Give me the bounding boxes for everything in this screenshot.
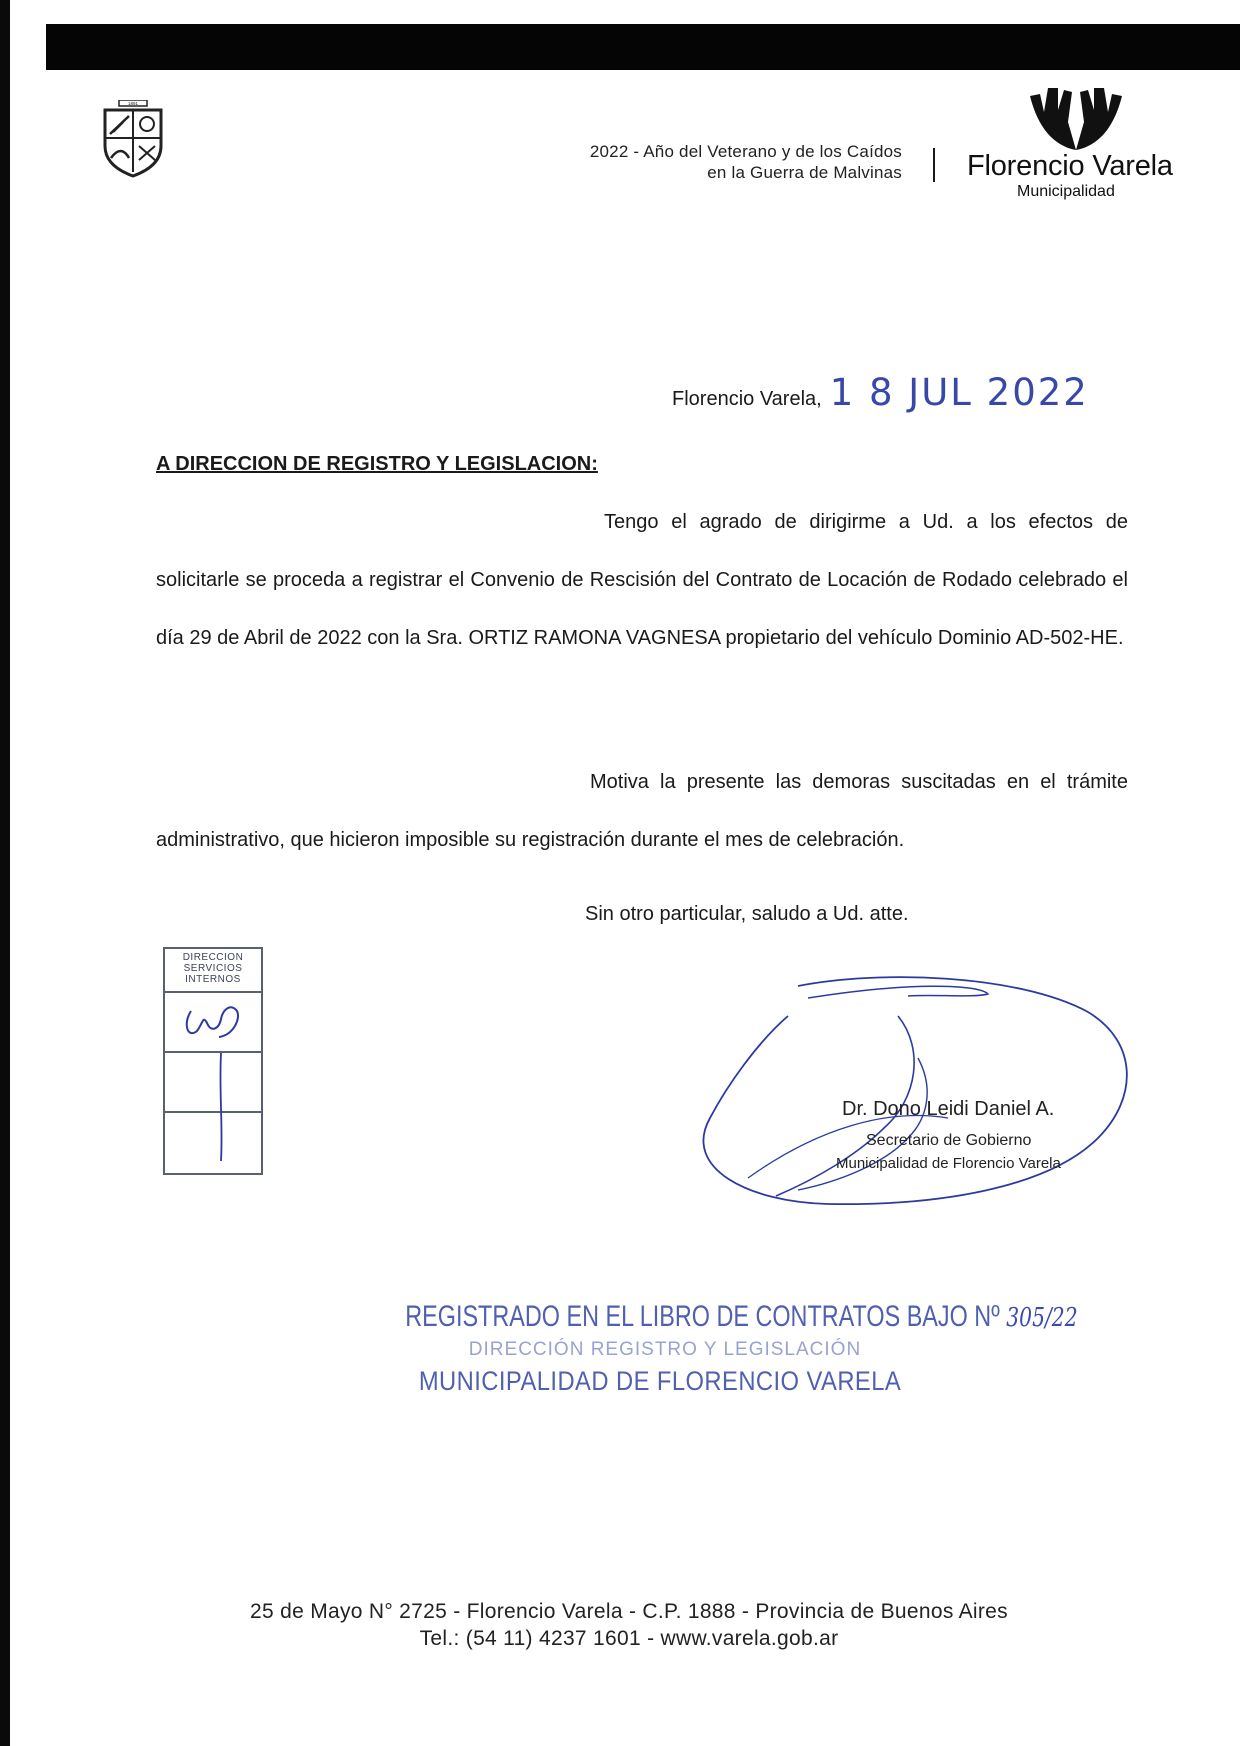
header-divider: [933, 148, 935, 182]
letter-body-2: [156, 753, 1128, 869]
crest-year: 1891: [127, 101, 139, 106]
letter-body: [156, 493, 1128, 667]
registration-number: 305/22: [1006, 1303, 1078, 1333]
services-stamp-header: [165, 949, 261, 993]
dateline-place: Florencio Varela,: [672, 388, 822, 410]
signer-organization: Municipalidad de Florencio Varela: [836, 1155, 1061, 1172]
services-stamp-line-1: DIRECCION: [182, 952, 244, 963]
brand-name: Florencio Varela: [967, 150, 1173, 182]
motto-line-2: en la Guerra de Malvinas: [707, 163, 902, 182]
redaction-bar: [46, 24, 1240, 70]
florencio-varela-hands-logo: [1024, 82, 1128, 152]
signer-role: Secretario de Gobierno: [866, 1132, 1032, 1149]
date-stamp: 1 8 JUL 2022: [829, 371, 1089, 414]
footer: [0, 1598, 1258, 1652]
closing-line: Sin otro particular, saludo a Ud. atte.: [585, 903, 909, 925]
registration-text: REGISTRADO EN EL LIBRO DE CONTRATOS BAJO Nº: [405, 1300, 1000, 1333]
header-motto: [590, 141, 902, 183]
services-stamp-line-3: INTERNOS: [185, 974, 241, 985]
scan-edge: [0, 0, 10, 1746]
addressee: A DIRECCION DE REGISTRO Y LEGISLACION:: [156, 453, 598, 475]
footer-address: 25 de Mayo N° 2725 - Florencio Varela - C.P. 1888 - Provincia de Buenos Aires: [250, 1600, 1008, 1623]
municipal-crest-logo: [101, 100, 165, 182]
registration-stamp: [360, 1300, 1078, 1397]
services-stamp-line-2: SERVICIOS: [183, 963, 243, 974]
paragraph-request: Tengo el agrado de dirigirme a Ud. a los efectos de solicitarle se proceda a registrar el Convenio de Rescisión del Contrato de Locación de Rodado celebrado el día 29 de Abril de 2022 con la Sra. ORTIZ RAMONA VAGNESA propietario del vehículo Dominio AD-502-HE.: [156, 511, 1128, 649]
paragraph-reason: Motiva la presente las demoras suscitadas en el trámite administrativo, que hicieron imposible su registración durante el mes de celebración.: [156, 771, 1128, 851]
brand-subtitle: Municipalidad: [1017, 183, 1115, 200]
footer-contact: Tel.: (54 11) 4237 1601 - www.varela.gob.ar: [419, 1627, 839, 1650]
registration-stamp-line-2: DIRECCIÓN REGISTRO Y LEGISLACIÓN: [468, 1339, 862, 1360]
initials-scribble: [163, 993, 261, 1169]
signer-name: Dr. Dono Leidi Daniel A.: [842, 1098, 1055, 1120]
registration-stamp-line-3: MUNICIPALIDAD DE FLORENCIO VARELA: [418, 1366, 902, 1396]
motto-line-1: 2022 - Año del Veterano y de los Caídos: [589, 142, 902, 161]
registration-stamp-line-1: [360, 1300, 1078, 1335]
dateline: [672, 373, 1089, 419]
